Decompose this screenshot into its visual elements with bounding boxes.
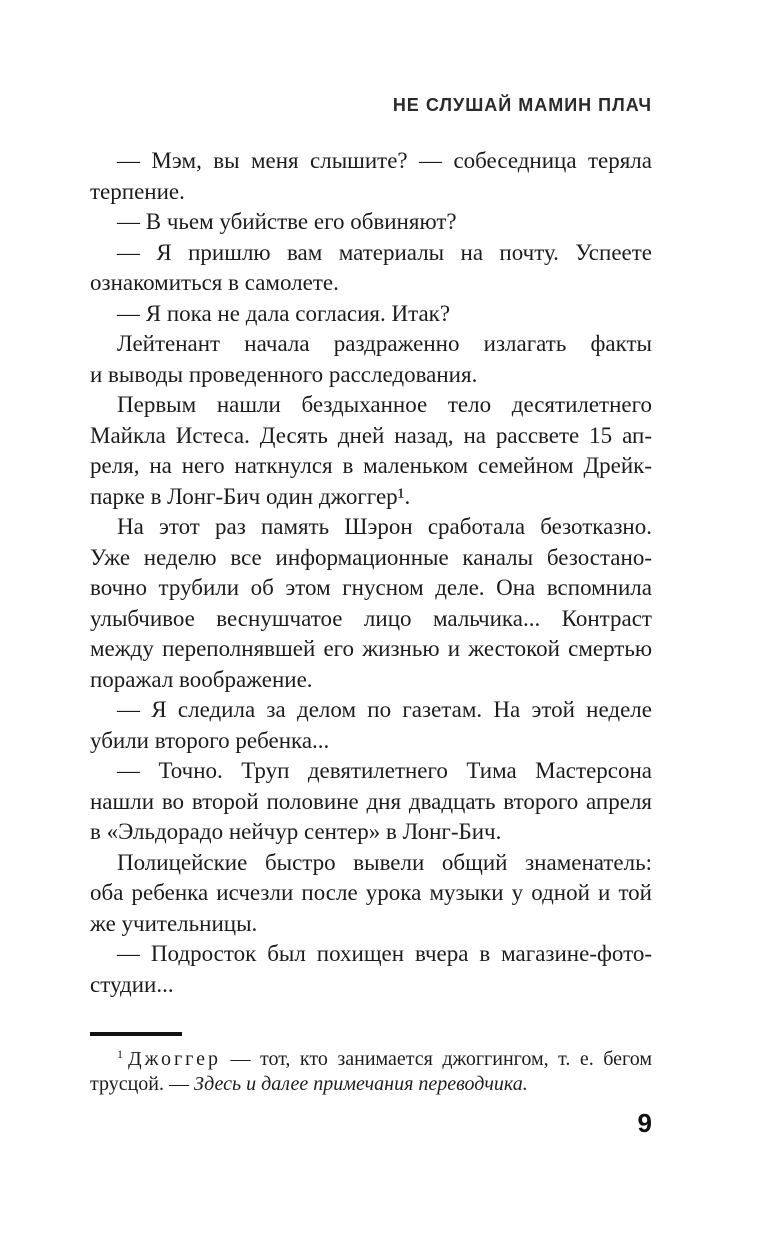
body-line: улыбчивое веснушчатое лицо мальчика... Контраст — [90, 605, 652, 631]
body-line: На этот раз память Шэрон сработала безотказно. — [117, 514, 652, 539]
body-line: Полицейские быстро вывели общий знаменатель: — [117, 849, 652, 875]
body-line: ознакомиться в самолете. — [90, 270, 339, 295]
body-line: — Я пришлю вам материалы на почту. Успеете — [117, 239, 652, 265]
body-line: реля, на него наткнулся в маленьком семейном Дрейк- — [90, 453, 652, 478]
body-line: и выводы проведенного расследования. — [90, 361, 478, 387]
body-line: в «Эльдорадо нейчур сентер» в Лонг-Бич. — [90, 819, 502, 844]
page-number: 9 — [637, 1108, 652, 1138]
body-line: терпение. — [90, 178, 185, 204]
body-line: — В чьем убийстве его обвиняют? — [117, 209, 457, 234]
body-line: студии... — [90, 971, 174, 997]
footnote-line-1 — [90, 1039, 652, 1069]
body-line: парке в Лонг-Бич один джоггер¹. — [90, 483, 411, 509]
footnote-separator-rule — [90, 1032, 182, 1036]
body-line: Первым нашли бездыханное тело десятилетнего — [117, 392, 652, 417]
body-line: поражал воображение. — [90, 666, 313, 692]
footnote-marker: 1 — [117, 1047, 123, 1061]
body-line: — Я пока не дала согласия. Итак? — [117, 300, 451, 326]
footnote-translator-note: Здесь и далее примечания переводчика. — [194, 1073, 528, 1095]
body-line: Уже неделю все информационные каналы безостано- — [90, 544, 652, 570]
body-line: Лейтенант начала раздраженно излагать факты — [117, 331, 652, 356]
footnote-text-roman: трусцой. — — [90, 1073, 195, 1095]
body-line: Майкла Истеса. Десять дней назад, на рассвете 15 ап- — [90, 422, 652, 448]
body-line: — Точно. Труп девятилетнего Тима Мастерсона — [117, 758, 652, 783]
footnote-text: — тот, кто занимается джоггингом, т. е. бегом — [230, 1048, 652, 1070]
body-line: нашли во второй половине дня двадцать второго апреля — [90, 788, 652, 814]
body-line: — Подросток был похищен вчера в магазине-фото- — [117, 941, 652, 966]
body-line: между переполнявшей его жизнью и жестокой смертью — [90, 636, 652, 661]
body-line: — Я следила за делом по газетам. На этой неделе — [117, 697, 652, 722]
footnote — [90, 1039, 652, 1099]
body-line: убили второго ребенка... — [90, 727, 330, 753]
footnote-line-2 — [90, 1069, 652, 1099]
body-line: оба ребенка исчезли после урока музыки у одной и той — [90, 880, 652, 905]
body-line: вочно трубили об этом гнусном деле. Она вспомнила — [90, 575, 652, 600]
body-line: же учительницы. — [90, 910, 258, 936]
body-text — [90, 146, 652, 1000]
body-line: — Мэм, вы меня слышите? — собеседница теряла — [117, 148, 652, 173]
footnote-term: Джоггер — [128, 1048, 221, 1070]
running-title: НЕ СЛУШАЙ МАМИН ПЛАЧ — [392, 95, 652, 115]
